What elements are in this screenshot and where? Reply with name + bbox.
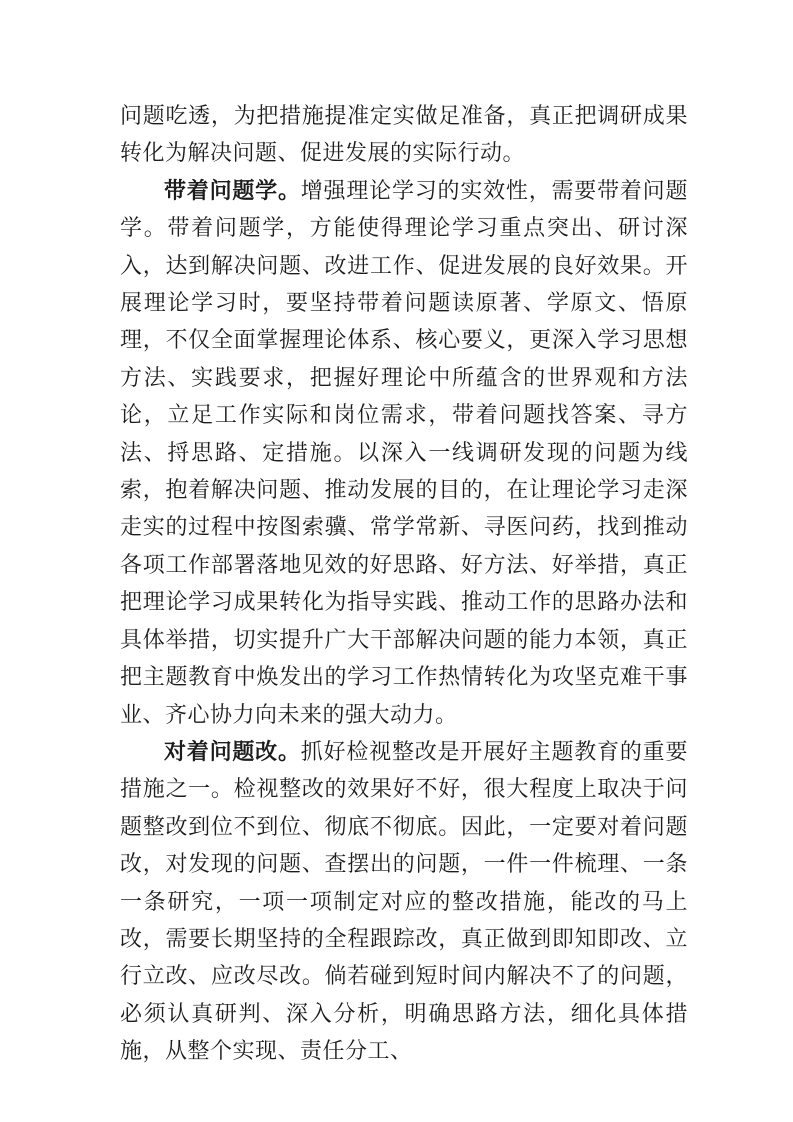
paragraph-daizhe-wenti-xue: [120, 172, 688, 733]
paragraph-lead-bold: 带着问题学。: [164, 177, 301, 203]
paragraph-text: 抓好检视整改是开展好主题教育的重要措施之一。检视整改的效果好不好，很大程度上取决于问题整改到位不到位、彻底不彻底。因此，一定要对着问题改，对发现的问题、查摆出的问题，一件一件梳理、一条一条研究，一项一项制定对应的整改措施，能改的马上改，需要长期坚持的全程跟踪改，真正做到即知即改、立行立改、应改尽改。倘若碰到短时间内解决不了的问题，必须认真研判、深入分析，明确思路方法，细化具体措施，从整个实现、责任分工、: [120, 738, 688, 1064]
paragraph-text: 问题吃透，为把措施提准定实做足准备，真正把调研成果转化为解决问题、促进发展的实际行动。: [120, 103, 688, 166]
paragraph-lead-bold: 对着问题改。: [164, 738, 301, 764]
document-text-block: [120, 97, 688, 1070]
paragraph-text: 增强理论学习的实效性，需要带着问题学。带着问题学，方能使得理论学习重点突出、研讨深入，达到解决问题、改进工作、促进发展的良好效果。开展理论学习时，要坚持带着问题读原著、学原文、悟原理，不仅全面掌握理论体系、核心要义，更深入学习思想方法、实践要求，把握好理论中所蕴含的世界观和方法论，立足工作实际和岗位需求，带着问题找答案、寻方法、捋思路、定措施。以深入一线调研发现的问题为线索，抱着解决问题、推动发展的目的，在让理论学习走深走实的过程中按图索骥、常学常新、寻医问药，找到推动各项工作部署落地见效的好思路、好方法、好举措，真正把理论学习成果转化为指导实践、推动工作的思路办法和具体举措，切实提升广大干部解决问题的能力本领，真正把主题教育中焕发出的学习工作热情转化为攻坚克难干事业、齐心协力向未来的强大动力。: [120, 177, 688, 727]
paragraph-duizhe-wenti-gai: [120, 733, 688, 1070]
paragraph-continuation: [120, 97, 688, 172]
